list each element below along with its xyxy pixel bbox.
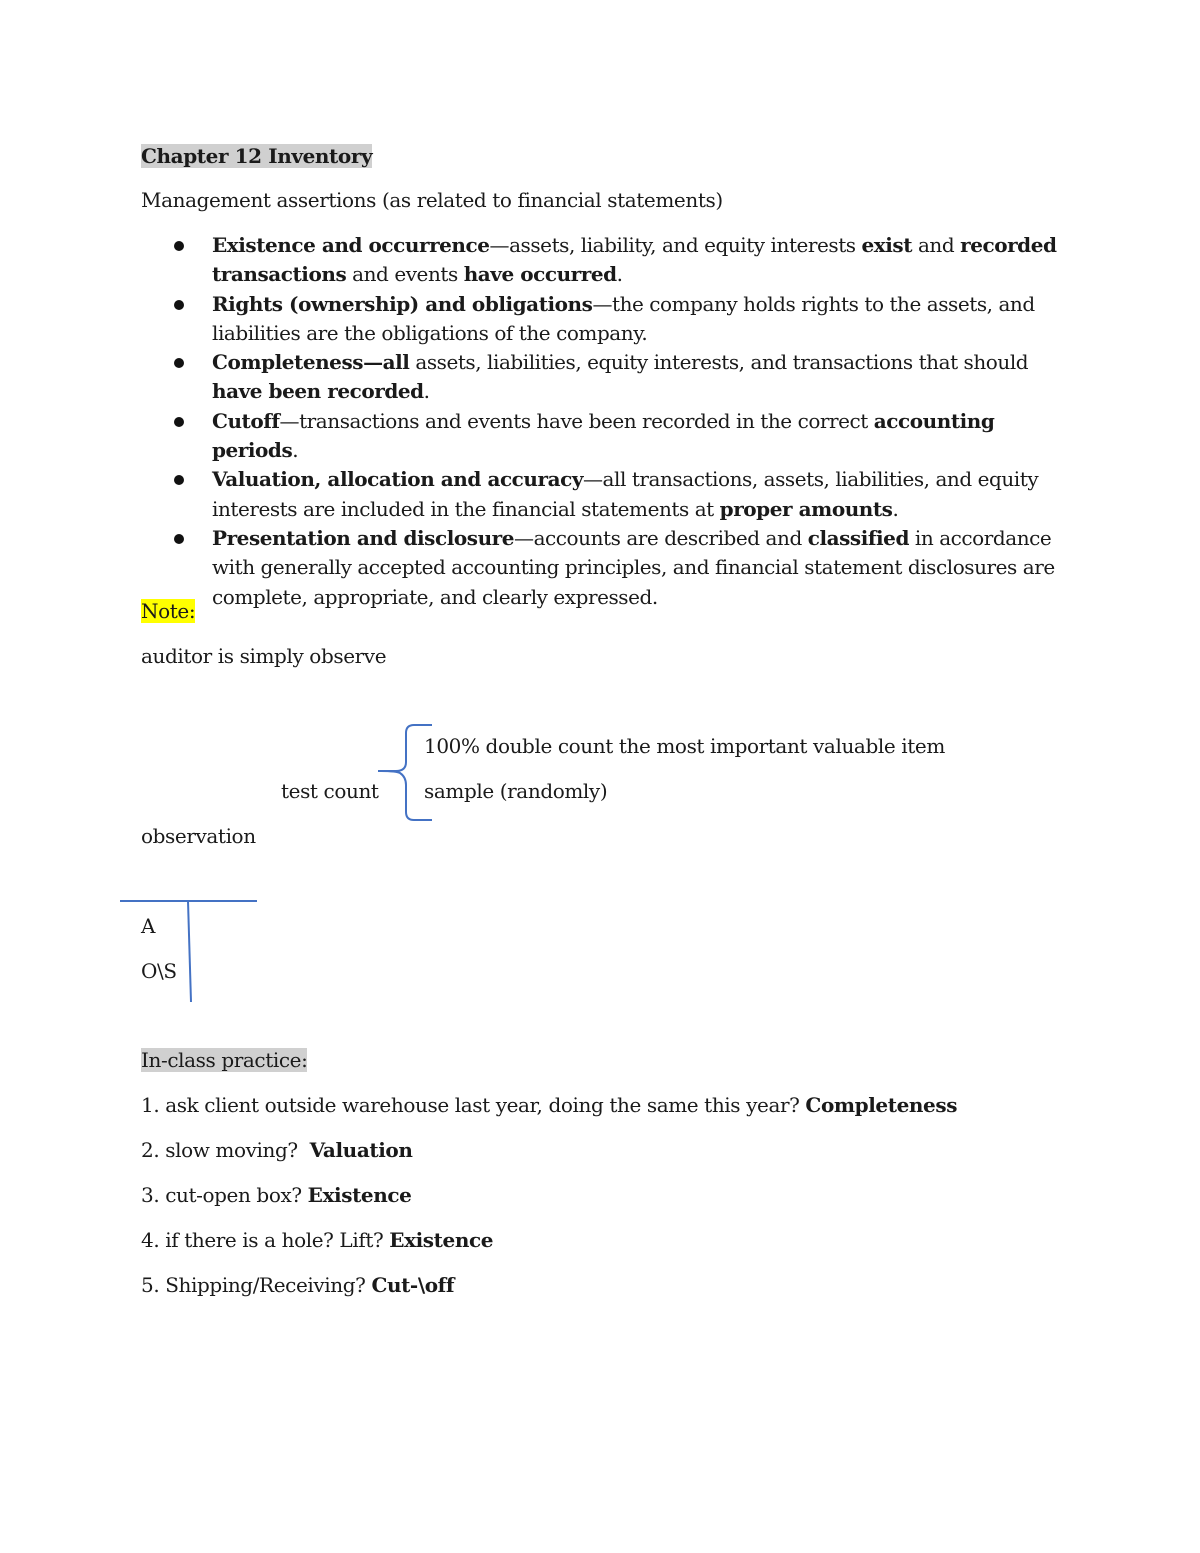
- practice-question: 3. cut-open box?: [141, 1183, 308, 1207]
- t-account-top-text: A: [141, 914, 156, 938]
- assertion-segment: —transactions and events have been recorded in the correct: [279, 408, 874, 433]
- assertion-segment: in accordance with generally accepted accounting principles, and financial statement disclosures are complete, appropriate, and clearly expressed.: [212, 525, 1055, 609]
- practice-item: [141, 1226, 493, 1255]
- practice-question: 2. slow moving?: [141, 1138, 310, 1162]
- note-label: Note:: [141, 599, 196, 623]
- assertion-segment: —all transactions, assets, liabilities, and equity interests are included in the financial statements at: [212, 467, 1039, 521]
- assertion-bold-term: Rights (ownership) and obligations: [212, 291, 593, 316]
- practice-item: [141, 1136, 413, 1165]
- assertion-bold-term: Valuation, allocation and accuracy: [212, 467, 583, 492]
- curly-brace-icon: [378, 725, 432, 820]
- assertion-bold-term: accounting periods: [212, 408, 995, 463]
- practice-answer: Completeness: [805, 1093, 958, 1117]
- assertion-segment: and: [912, 233, 961, 257]
- assertion-segment: .: [292, 438, 299, 463]
- branch-top-text: 100% double count the most important valuable item: [424, 734, 945, 758]
- chapter-title-text: Chapter 12 Inventory: [141, 144, 373, 168]
- assertion-segment: .: [892, 496, 899, 521]
- t-account-bottom-text: O\S: [141, 959, 177, 983]
- practice-question: 1. ask client outside warehouse last year, doing the same this year?: [141, 1093, 806, 1117]
- assertion-segment: .: [616, 262, 623, 287]
- observation-label: observation: [141, 824, 256, 848]
- assertion-segment: .: [423, 379, 430, 404]
- practice-answer: Existence: [389, 1228, 494, 1252]
- practice-answer: Valuation: [309, 1138, 413, 1162]
- branch-bottom-text: sample (randomly): [424, 779, 608, 803]
- assertion-bold-term: Completeness—all: [212, 350, 410, 375]
- assertion-segment: —accounts are described and: [514, 525, 808, 550]
- assertion-bold-term: classified: [807, 525, 909, 550]
- practice-heading-line: [141, 1046, 307, 1075]
- practice-item: [141, 1271, 454, 1300]
- practice-item: [141, 1181, 411, 1210]
- practice-question: 5. Shipping/Receiving?: [141, 1273, 372, 1297]
- practice-question: 4. if there is a hole? Lift?: [141, 1228, 390, 1252]
- intro-text: Management assertions (as related to financial statements): [141, 188, 723, 212]
- assertion-segment: —assets, liability, and equity interests: [489, 233, 862, 257]
- practice-answer: Cut-\off: [371, 1273, 455, 1297]
- practice-answer: Existence: [307, 1183, 412, 1207]
- t-account-vertical-line: [188, 901, 191, 1002]
- test-count-label: test count: [281, 779, 379, 803]
- assertion-bold-term: exist: [861, 233, 913, 257]
- assertion-bold-term: have occurred: [463, 262, 617, 287]
- practice-heading: In-class practice:: [141, 1048, 308, 1072]
- assertion-segment: assets, liabilities, equity interests, and transactions that should: [409, 350, 1029, 375]
- note-text: auditor is simply observe: [141, 644, 387, 668]
- assertion-bold-term: have been recorded: [212, 379, 424, 404]
- practice-item: [141, 1091, 957, 1120]
- assertion-segment: and events: [346, 262, 464, 287]
- assertion-bold-term: recorded transactions: [212, 233, 1057, 287]
- assertion-bold-term: Existence and occurrence: [212, 233, 490, 257]
- assertion-bold-term: Cutoff: [212, 408, 280, 433]
- assertion-bold-term: proper amounts: [719, 496, 893, 521]
- assertion-bold-term: Presentation and disclosure: [212, 525, 515, 550]
- assertion-segment: —the company holds rights to the assets, and liabilities are the obligations of the company.: [212, 291, 1035, 345]
